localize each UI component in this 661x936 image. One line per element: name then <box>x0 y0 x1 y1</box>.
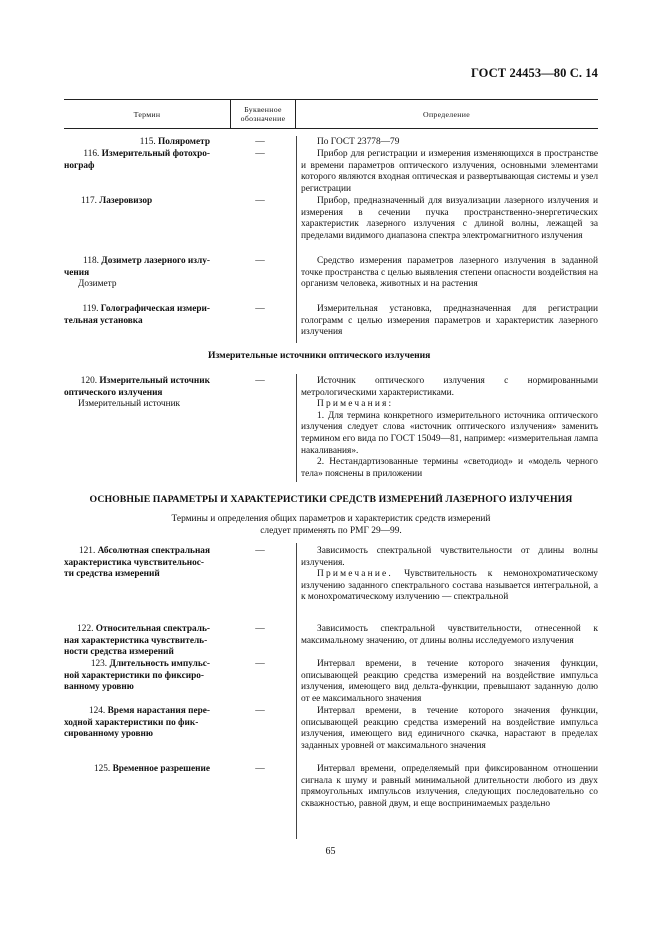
term-cell: 125. Временное разрешение <box>93 764 210 774</box>
term-cell: 117. Лазеровизор <box>81 196 153 206</box>
page-number: 65 <box>325 846 336 857</box>
definition-cell: Средство измерения параметров лазерного излучения в заданной точке пространства с целью выявления степени опасности воздействия на организм человека, животных и на растения <box>301 256 598 290</box>
definition-cell: Измерительная установка, предназначенная для регистрации голограмм с целью измерения параметров и характеристик лазерного излучения <box>301 304 598 338</box>
definition-cell: Интервал времени, в течение которого значения функции, описывающей реакцию средства измерений на воздействие импульса излучения, имеющего вид единичного скачка, нарастают в пределах заданных уровней от максимального значения <box>301 706 598 751</box>
note-label: Примечания: <box>317 399 394 410</box>
definition-cell: Источник оптического излучения с нормированными метрологическими характеристиками. Примечания: 1. Для термина конкретного измерительного источника оптического излучения следует слова «источник оптического излучения» заменить термином его вида по ГОСТ 15049—81, например: «измерительная лампа накаливания». 2. Нестандартизованные термины «светодиод» и «модель черного тела» пояснены в приложении <box>301 376 598 479</box>
term-cell: 122. Относительная спектраль- ная характеристика чувствитель- ности средства измерений <box>64 624 210 658</box>
abbreviation-cell: — <box>255 149 265 159</box>
abbreviation-cell: — <box>255 659 265 669</box>
term-cell: 118. Дозиметр лазерного излу- чения Дозиметр <box>64 256 210 290</box>
column-rule <box>296 136 297 343</box>
abbreviation-cell: — <box>255 624 265 634</box>
note-label: Примечание. <box>317 569 393 580</box>
column-rule <box>296 543 297 839</box>
term-synonym: Дозиметр <box>78 279 117 290</box>
page-header: ГОСТ 24453—80 С. 14 <box>470 66 598 80</box>
term-cell: 115. Полярометр <box>139 137 210 147</box>
term-cell: 120. Измерительный источник оптического излучения Измерительный источник <box>64 376 210 410</box>
abbreviation-cell: — <box>255 256 265 266</box>
abbreviation-cell: — <box>255 764 265 774</box>
term-cell: 123. Длительность импульс- ной характеристики по фиксиро- ванному уровню <box>64 659 210 693</box>
definition-cell: По ГОСТ 23778—79 <box>317 137 400 147</box>
column-header-abbr-line1: Буквенное <box>244 105 282 114</box>
abbreviation-cell: — <box>255 196 265 206</box>
definition-cell: Прибор для регистрации и измерения изменяющихся в пространстве и времени параметров оптического излучения, основными элементами которого являются входная оптическая и развертывающая системы и узел регистрации <box>301 149 598 194</box>
abbreviation-cell: — <box>255 546 265 556</box>
term-cell: 119. Голографическая измери- тельная установка <box>64 304 210 326</box>
abbreviation-cell: — <box>255 137 265 147</box>
abbreviation-cell: — <box>255 376 265 386</box>
term-cell: 116. Измерительный фотохро- нограф <box>64 149 210 171</box>
definition-cell: Интервал времени, определяемый при фиксированном отношении сигнала к шуму и равный минимальной длительности любого из двух прямоугольных импульсов излучения, следующих последовательно со скважностью, равной двум, и еще воспринимаемых раздельно <box>301 764 598 809</box>
term-synonym: Измерительный источник <box>78 399 181 410</box>
column-header-term: Термин <box>133 109 161 119</box>
term-cell: 121. Абсолютная спектральная характеристика чувствительнос- ти средства измерений <box>64 546 210 580</box>
column-rule <box>296 374 297 482</box>
definition-cell: Зависимость спектральной чувствительности от длины волны излучения. Примечание. Чувствительность к немонохроматическому излучению заданного спектрального состава называется интегральной, а к монохроматическому излучению — спектральной <box>301 546 598 603</box>
term-cell: 124. Время нарастания пере- ходной характеристики по фик- сированному уровню <box>64 706 210 740</box>
section-title-sources: Измерительные источники оптического излучения <box>208 350 431 361</box>
section-title-main: ОСНОВНЫЕ ПАРАМЕТРЫ И ХАРАКТЕРИСТИКИ СРЕДСТВ ИЗМЕРЕНИЙ ЛАЗЕРНОГО ИЗЛУЧЕНИЯ <box>89 494 573 505</box>
definition-cell: Прибор, предназначенный для визуализации лазерного излучения и измерения в сечении пучка пространственно-энергетических характеристик лазерного излучения с длиной волны, лежащей за пределами видимого диапазона спектра электромагнитного излучения <box>301 196 598 241</box>
definition-cell: Зависимость спектральной чувствительности, отнесенной к максимальному значению, от длины волны исследуемого излучения <box>301 624 598 646</box>
section-intro: Термины и определения общих параметров и характеристик средств измерений следует применять по РМГ 29—99. <box>171 514 491 536</box>
column-header-definition: Определение <box>423 109 470 119</box>
abbreviation-cell: — <box>255 706 265 716</box>
table-header <box>64 99 598 129</box>
definition-cell: Интервал времени, в течение которого значения функции, описывающей реакцию средства измерений на воздействие импульса излучения, имеющего вид дельта-функции, превышают заданную долю от ее максимального значения <box>301 659 598 704</box>
abbreviation-cell: — <box>255 304 265 314</box>
column-header-abbr-line2: обозначение <box>240 114 286 123</box>
column-header-abbreviation <box>230 100 296 128</box>
